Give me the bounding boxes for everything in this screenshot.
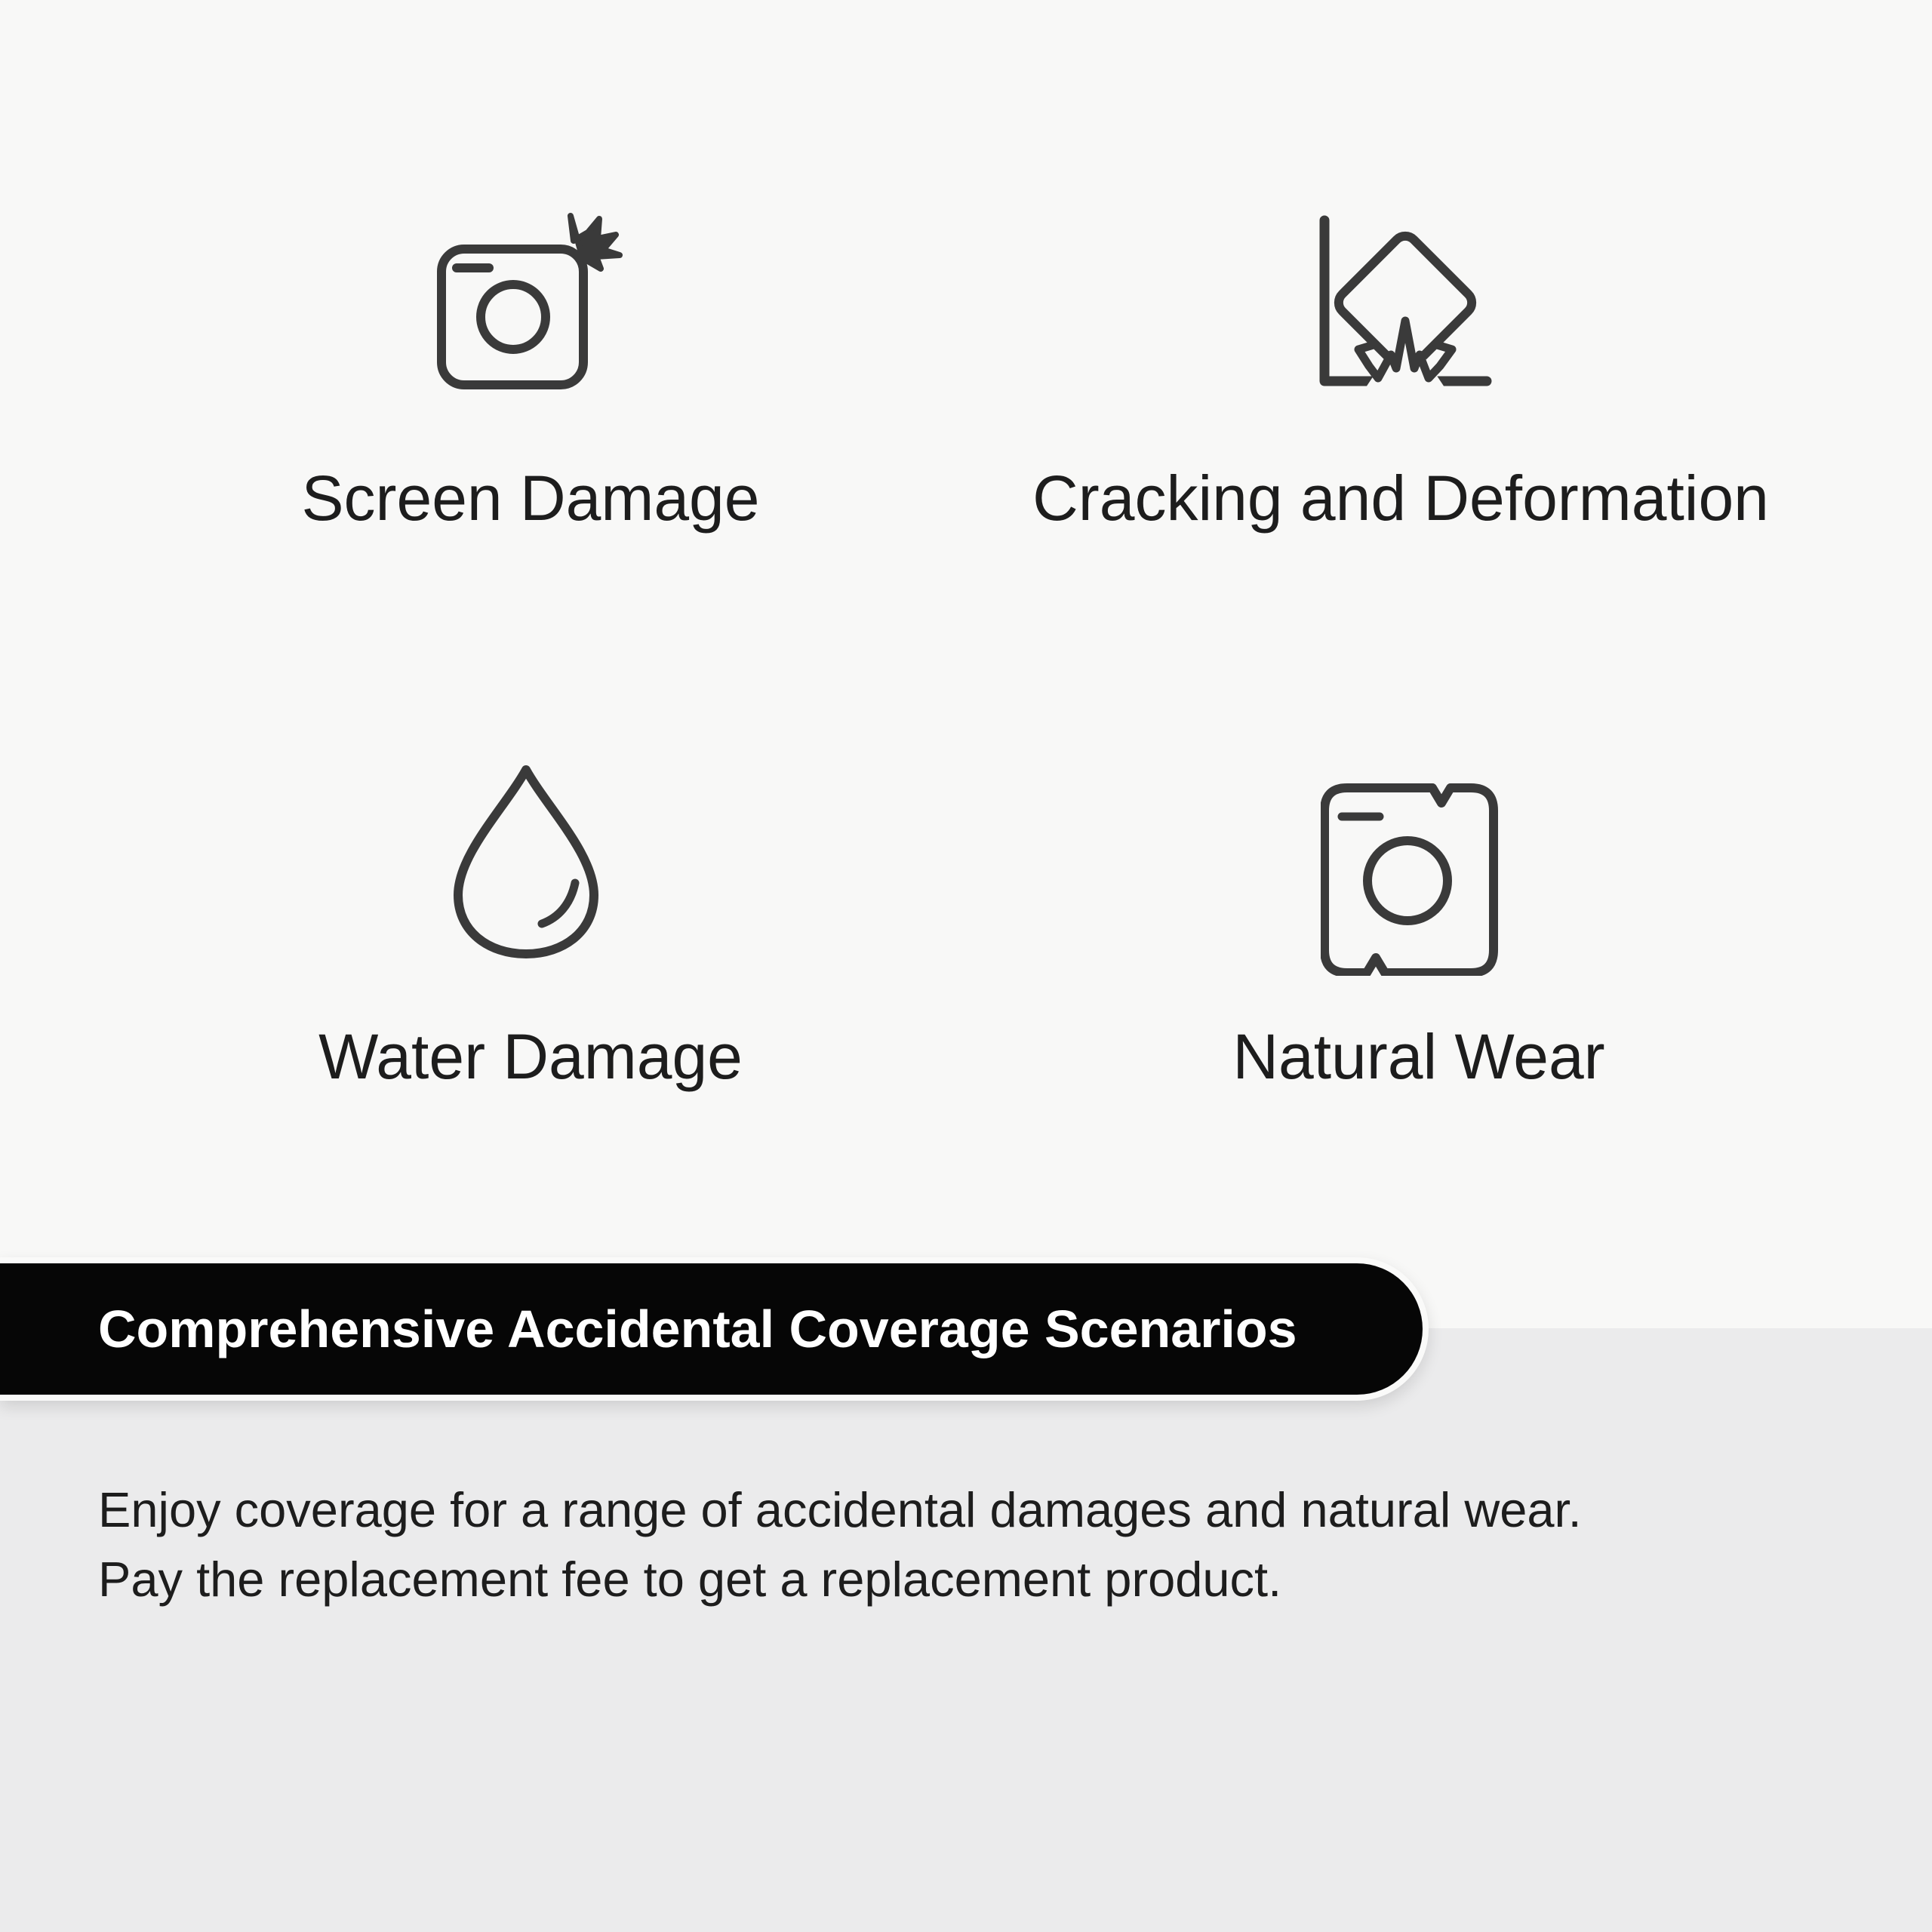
coverage-description (98, 1475, 1864, 1614)
water-drop-icon (445, 762, 608, 962)
camera-crash-icon (434, 204, 623, 392)
section-title-banner (0, 1257, 1429, 1401)
label-water-damage: Water Damage (318, 1021, 743, 1092)
label-natural-wear: Natural Wear (1232, 1021, 1605, 1092)
diamond-impact-icon (1313, 215, 1502, 392)
worn-camera-icon (1321, 783, 1498, 976)
description-line-1: Enjoy coverage for a range of accidental damages and natural wear. (98, 1482, 1582, 1537)
bottom-section-background (0, 1328, 1932, 1932)
label-screen-damage: Screen Damage (301, 463, 760, 534)
section-title: Comprehensive Accidental Coverage Scenarios (98, 1300, 1297, 1358)
description-line-2: Pay the replacement fee to get a replacement product. (98, 1552, 1282, 1607)
label-cracking-deformation: Cracking and Deformation (1032, 463, 1769, 534)
